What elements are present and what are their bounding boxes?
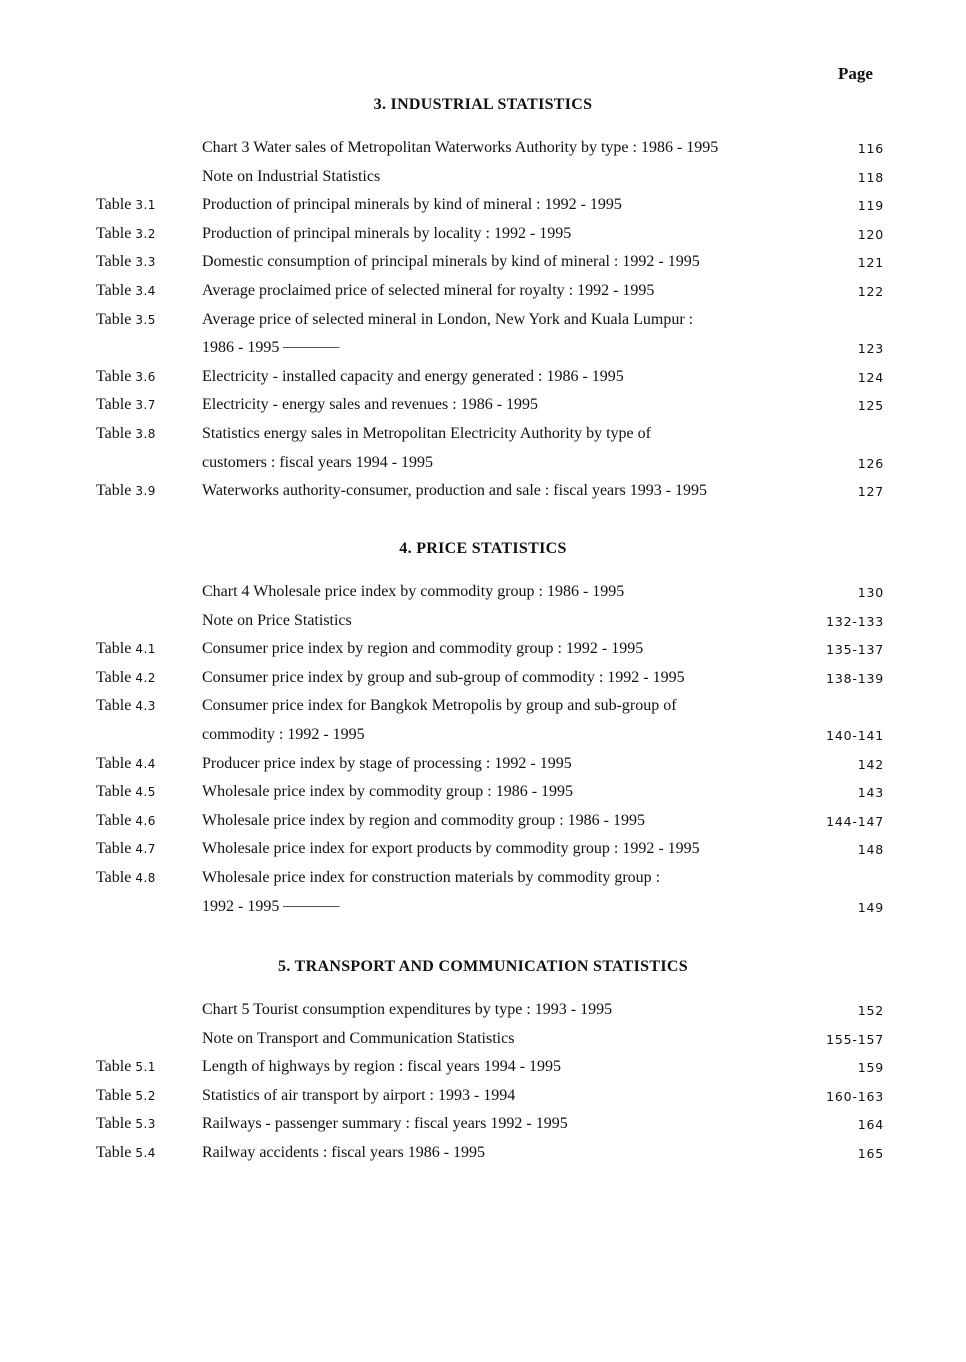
page-number: 121 [857, 255, 884, 271]
toc-entry [0, 811, 966, 839]
page-number: 123 [857, 341, 884, 357]
page-number: 125 [857, 398, 884, 414]
entry-title: Note on Price Statistics . . . [202, 611, 804, 631]
page-column-heading: Page [838, 64, 873, 83]
table-label: Table 5.3 [96, 1115, 156, 1133]
page-number: 138-139 [826, 670, 884, 686]
table-label: Table 4.5 [96, 783, 156, 801]
toc-entry [0, 1000, 966, 1028]
page-number: 155-157 [826, 1031, 884, 1047]
table-label: Table 3.7 [96, 396, 156, 414]
page-number: 164 [857, 1117, 884, 1133]
toc-entry [0, 839, 966, 867]
entry-title: Wholesale price index by region and commodity group : 1986 - 1995 . . . [202, 811, 804, 831]
page-number: 148 [857, 842, 884, 858]
toc-entry [0, 582, 966, 610]
toc-entry [0, 453, 966, 481]
entry-title: Note on Industrial Statistics . . . [202, 167, 804, 187]
toc-entry [0, 310, 966, 338]
table-label: Table 3.1 [96, 196, 156, 214]
table-label: Table 4.6 [96, 811, 156, 829]
page-number: 126 [857, 455, 884, 471]
entry-title: 1992 - 1995 . . . [202, 897, 804, 917]
entry-title: Average proclaimed price of selected mineral for royalty : 1992 - 1995 . . . [202, 281, 804, 301]
page-number: 124 [857, 369, 884, 385]
entry-title: Production of principal minerals by locality : 1992 - 1995 . . . [202, 224, 804, 244]
page-number: 118 [857, 169, 884, 185]
page-number: 120 [857, 226, 884, 242]
entry-title: Chart 4 Wholesale price index by commodity group : 1986 - 1995 . . . [202, 582, 804, 602]
toc-entry [0, 224, 966, 252]
page-number: 119 [857, 198, 884, 214]
toc-entry [0, 639, 966, 667]
page-number: 130 [857, 585, 884, 600]
section-title: 5. TRANSPORT AND COMMUNICATION STATISTICS [278, 958, 688, 975]
entry-title: Domestic consumption of principal minerals by kind of mineral : 1992 - 1995 [202, 252, 804, 272]
toc-entry [0, 1029, 966, 1057]
table-label: Table 4.2 [96, 668, 156, 686]
page-number: 149 [857, 899, 884, 915]
entry-title: Consumer price index by region and commodity group : 1992 - 1995 . . . [202, 639, 804, 659]
page-number: 152 [857, 1003, 884, 1018]
table-label: Table 4.4 [96, 754, 156, 772]
entry-title: commodity : 1992 - 1995 . . . [202, 725, 804, 745]
entry-title: Length of highways by region : fiscal years 1994 - 1995 . . . [202, 1057, 804, 1077]
toc-entry [0, 367, 966, 395]
table-label: Table 3.3 [96, 253, 156, 271]
toc-entry [0, 1114, 966, 1142]
page-number: 140-141 [826, 728, 884, 743]
toc-entry [0, 338, 966, 366]
toc-entry [0, 782, 966, 810]
entry-title: 1986 - 1995 . . . [202, 338, 804, 358]
entry-title: Note on Transport and Communication Statistics . . . [202, 1029, 804, 1049]
page-number: 159 [857, 1060, 884, 1076]
page-number: 142 [857, 756, 884, 772]
toc-entry [0, 668, 966, 696]
table-label: Table 5.4 [96, 1144, 156, 1161]
table-label: Table 3.9 [96, 482, 156, 500]
toc-entry [0, 696, 966, 724]
table-label: Table 3.2 [96, 224, 156, 242]
toc-entry [0, 167, 966, 195]
page-number: 144-147 [826, 813, 884, 829]
table-label: Table 5.2 [96, 1086, 156, 1104]
toc-entry [0, 1143, 966, 1171]
section-title: 3. INDUSTRIAL STATISTICS [373, 96, 593, 113]
table-label: Table 3.6 [96, 367, 156, 385]
page-number: 127 [857, 484, 884, 500]
page-number: 160-163 [826, 1088, 884, 1104]
entry-title: Consumer price index for Bangkok Metropolis by group and sub-group of [202, 696, 804, 716]
page-number: 132-133 [826, 613, 884, 629]
page-number: 122 [857, 284, 884, 299]
toc-entry [0, 1057, 966, 1085]
entry-title: Waterworks authority-consumer, production and sale : fiscal years 1993 - 1995 [202, 481, 804, 501]
toc-entry [0, 281, 966, 309]
entry-title: Chart 3 Water sales of Metropolitan Waterworks Authority by type : 1986 - 1995 [202, 138, 804, 158]
page-number: 135-137 [826, 642, 884, 658]
table-label: Table 4.3 [96, 697, 156, 715]
entry-title: Average price of selected mineral in London, New York and Kuala Lumpur : [202, 310, 804, 330]
table-label: Table 4.8 [96, 869, 156, 886]
entry-title: Consumer price index by group and sub-group of commodity : 1992 - 1995 [202, 668, 804, 688]
entry-title: Electricity - installed capacity and energy generated : 1986 - 1995 . . . [202, 367, 804, 387]
entry-title: Electricity - energy sales and revenues : 1986 - 1995 . . . [202, 395, 804, 415]
entry-title: customers : fiscal years 1994 - 1995 . . . [202, 453, 804, 473]
toc-entry [0, 252, 966, 280]
entry-title: Production of principal minerals by kind of mineral : 1992 - 1995 . . . [202, 195, 804, 215]
table-label: Table 3.5 [96, 310, 156, 328]
entry-title: Chart 5 Tourist consumption expenditures by type : 1993 - 1995 . . . [202, 1000, 804, 1020]
toc-entry [0, 611, 966, 639]
entry-title: Producer price index by stage of processing : 1992 - 1995 . . . [202, 754, 804, 774]
table-label: Table 4.7 [96, 840, 156, 858]
toc-entry [0, 1086, 966, 1114]
toc-entry [0, 395, 966, 423]
toc-entry [0, 424, 966, 452]
toc-entry [0, 138, 966, 166]
entry-title: Statistics of air transport by airport : 1993 - 1994 . . . [202, 1086, 804, 1106]
table-label: Table 4.1 [96, 640, 156, 658]
entry-title: Wholesale price index for construction materials by commodity group : [202, 868, 804, 888]
table-label: Table 3.8 [96, 425, 156, 442]
toc-entry [0, 754, 966, 782]
toc-entry [0, 897, 966, 925]
page-number: 165 [857, 1146, 884, 1161]
toc-entry [0, 868, 966, 896]
page-number: 116 [857, 141, 884, 156]
section-title: 4. PRICE STATISTICS [399, 540, 567, 557]
entry-title: Wholesale price index by commodity group : 1986 - 1995 . . . [202, 782, 804, 802]
entry-title: Railways - passenger summary : fiscal years 1992 - 1995 . . . [202, 1114, 804, 1134]
table-label: Table 5.1 [96, 1058, 156, 1076]
entry-title: Wholesale price index for export products by commodity group : 1992 - 1995 [202, 839, 804, 859]
table-label: Table 3.4 [96, 282, 156, 299]
toc-entry [0, 195, 966, 223]
entry-title: Railway accidents : fiscal years 1986 - 1995 . . . [202, 1143, 804, 1163]
page-number: 143 [857, 785, 884, 801]
toc-entry [0, 481, 966, 509]
entry-title: Statistics energy sales in Metropolitan Electricity Authority by type of [202, 424, 804, 444]
toc-entry [0, 725, 966, 753]
